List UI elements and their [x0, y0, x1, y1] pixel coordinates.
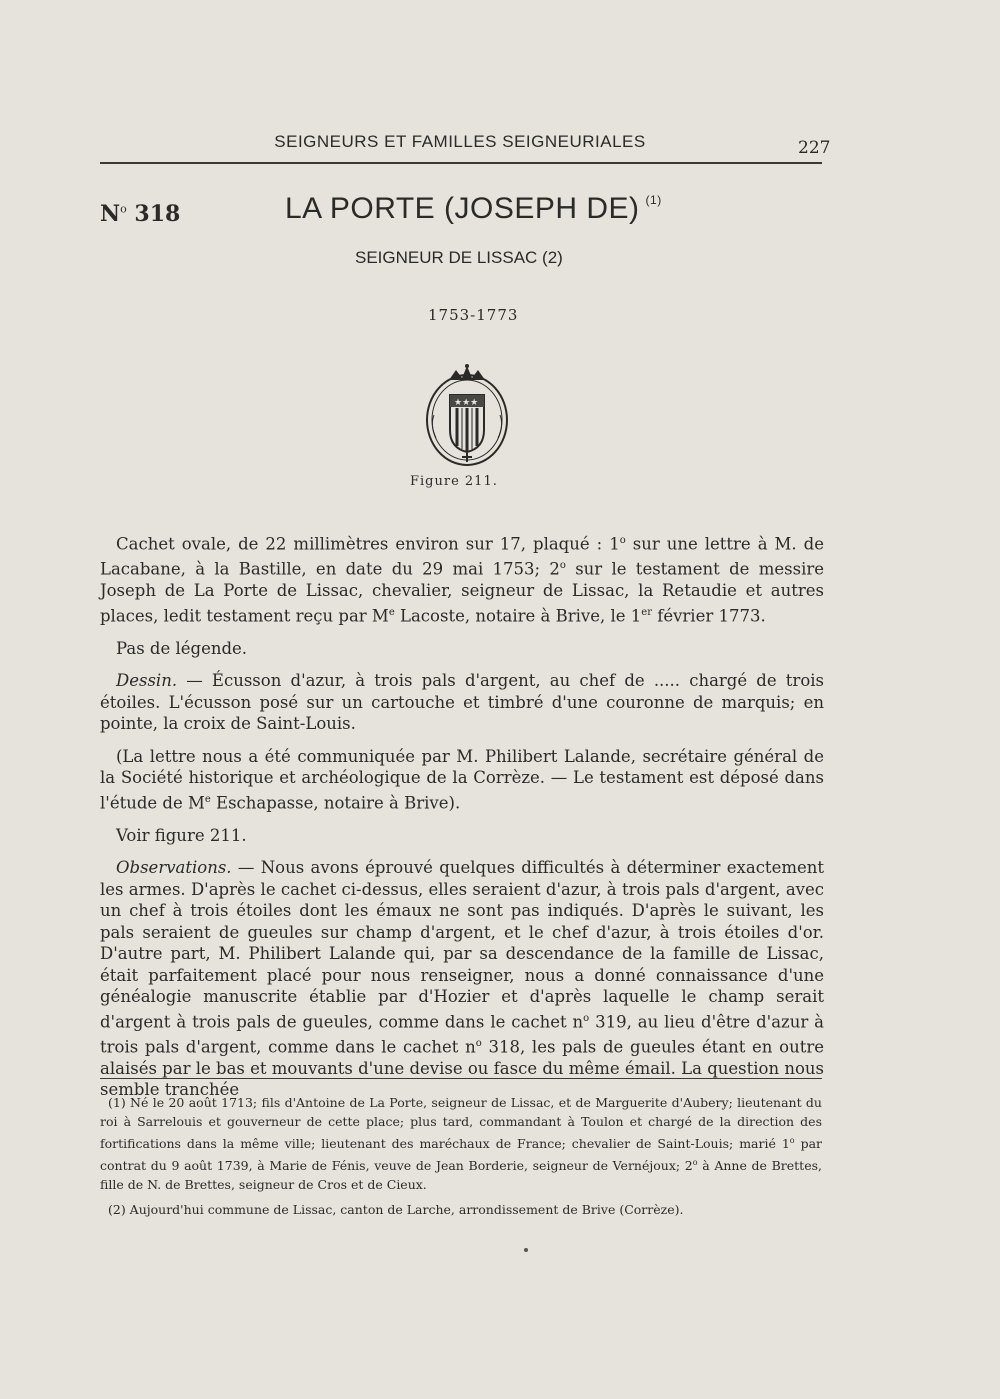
- text-run: février 1773.: [651, 606, 766, 625]
- text-run: Cachet ovale, de 22 millimètres environ sur 17, plaqué : 1: [116, 534, 620, 554]
- page-number: 227: [798, 138, 831, 158]
- text-run: sur le testament de messire Joseph de La Porte de Lissac, chevalier, seigneur de Lissac, la Retaudie et autres places, ledit testament reçu par M: [100, 559, 824, 625]
- superscript: e: [388, 606, 395, 618]
- superscript: o: [475, 1037, 482, 1049]
- entry-number-prefix: N: [100, 201, 121, 227]
- paragraph-legend: Pas de légende.: [116, 638, 248, 658]
- superscript: o: [559, 560, 566, 571]
- superscript: o: [583, 1012, 590, 1024]
- text-run: 319, au lieu d'être d'azur à trois pals d'argent, comme dans le cachet n: [100, 1012, 824, 1056]
- text-run: Eschapasse, notaire à Brive).: [210, 793, 461, 812]
- text-run: (1) Né le 20 août 1713; fils d'Antoine de La Porte, seigneur de Lissac, et de Marguerite d'Aubery; lieutenant du roi à Sarrelouis et gouverneur de cette place; plus tard, commandant à Toulon et chargé de la direction des fortifications dans la même ville; lieutenant des maréchaux de France; chevalier de Saint-Louis; marié 1: [100, 1095, 822, 1152]
- entry-subtitle: SEIGNEUR DE LISSAC (2): [355, 248, 563, 267]
- header-rule: [100, 162, 822, 164]
- paragraph-observations: [100, 857, 824, 1101]
- page-mark: [524, 1248, 528, 1252]
- entry-number-sup: o: [120, 202, 127, 216]
- svg-text:★★★: ★★★: [454, 398, 479, 408]
- text-run: 318, les pals de gueules étant en outre alaisés par le bas et mouvants d'une devise ou fasce du même émail. La question nous semble tranchée: [100, 1037, 824, 1099]
- superscript: er: [641, 606, 652, 618]
- paragraph-see-figure: Voir figure 211.: [116, 825, 247, 845]
- seal-coat-of-arms-icon: [424, 360, 510, 470]
- superscript: e: [204, 793, 211, 805]
- paragraph-drawing: [100, 670, 824, 735]
- footnote-rule: [100, 1078, 822, 1079]
- text-run: — Écusson d'azur, à trois pals d'argent, au chef de ..... chargé de trois étoiles. L'écusson posé sur un cartouche et timbré d'une couronne de marquis; en pointe, la croix de Saint-Louis.: [100, 671, 824, 733]
- text-run: à Anne de Brettes, fille de N. de Brettes, seigneur de Cros et de Cieux.: [100, 1158, 822, 1193]
- superscript: o: [692, 1158, 698, 1168]
- text-run: par contrat du 9 août 1739, à Marie de Fénis, veuve de Jean Borderie, seigneur de Vernéjoux; 2: [100, 1136, 822, 1174]
- entry-number-value: 318: [134, 201, 181, 227]
- title-footnote-ref: (1): [645, 193, 662, 207]
- paragraph-source: [100, 746, 824, 814]
- entry-title: [285, 192, 662, 226]
- text-run: sur une lettre à M. de Lacabane, à la Bastille, en date du 29 mai 1753; 2: [100, 534, 824, 579]
- paragraph-label: Dessin.: [116, 671, 178, 690]
- entry-title-text: LA PORTE (JOSEPH DE): [285, 192, 640, 225]
- text-run: — Nous avons éprouvé quelques difficultés à déterminer exactement les armes. D'après le cachet ci-dessus, elles seraient d'azur, à trois pals d'argent, avec un chef à trois étoiles dont les émaux ne sont pas indiqués. D'après le suivant, les pals seraient de gueules sur champ d'argent, et le chef d'azur, à trois étoiles d'or. D'autre part, M. Philibert Lalande qui, par sa descendance de la famille de Lissac, était parfaitement placé pour nous renseigner, nous a donné connaissance d'une généalogie manuscrite établie par d'Hozier et d'après laquelle le champ serait d'argent à trois pals de gueules, comme dans le cachet n: [100, 858, 824, 1031]
- text-run: (La lettre nous a été communiquée par M. Philibert Lalande, secrétaire général de la Société historique et archéologique de la Corrèze. — Le testament est déposé dans l'étude de M: [100, 746, 824, 812]
- entry-number: [100, 201, 180, 227]
- superscript: o: [789, 1136, 795, 1145]
- paragraph-label: Observations.: [116, 858, 232, 877]
- entry-dates: 1753-1773: [428, 306, 519, 324]
- paragraph-seal-description: [100, 530, 824, 627]
- running-head: SEIGNEURS ET FAMILLES SEIGNEURIALES: [274, 132, 646, 151]
- footnotes: [100, 1093, 822, 1225]
- footnote-1: [100, 1093, 822, 1194]
- footnote-2: (2) Aujourd'hui commune de Lissac, canton de Larche, arrondissement de Brive (Corrèze).: [108, 1202, 684, 1218]
- superscript: o: [619, 535, 626, 546]
- figure-caption: Figure 211.: [410, 474, 498, 489]
- body-text: [100, 530, 824, 1112]
- text-run: Lacoste, notaire à Brive, le 1: [394, 606, 642, 625]
